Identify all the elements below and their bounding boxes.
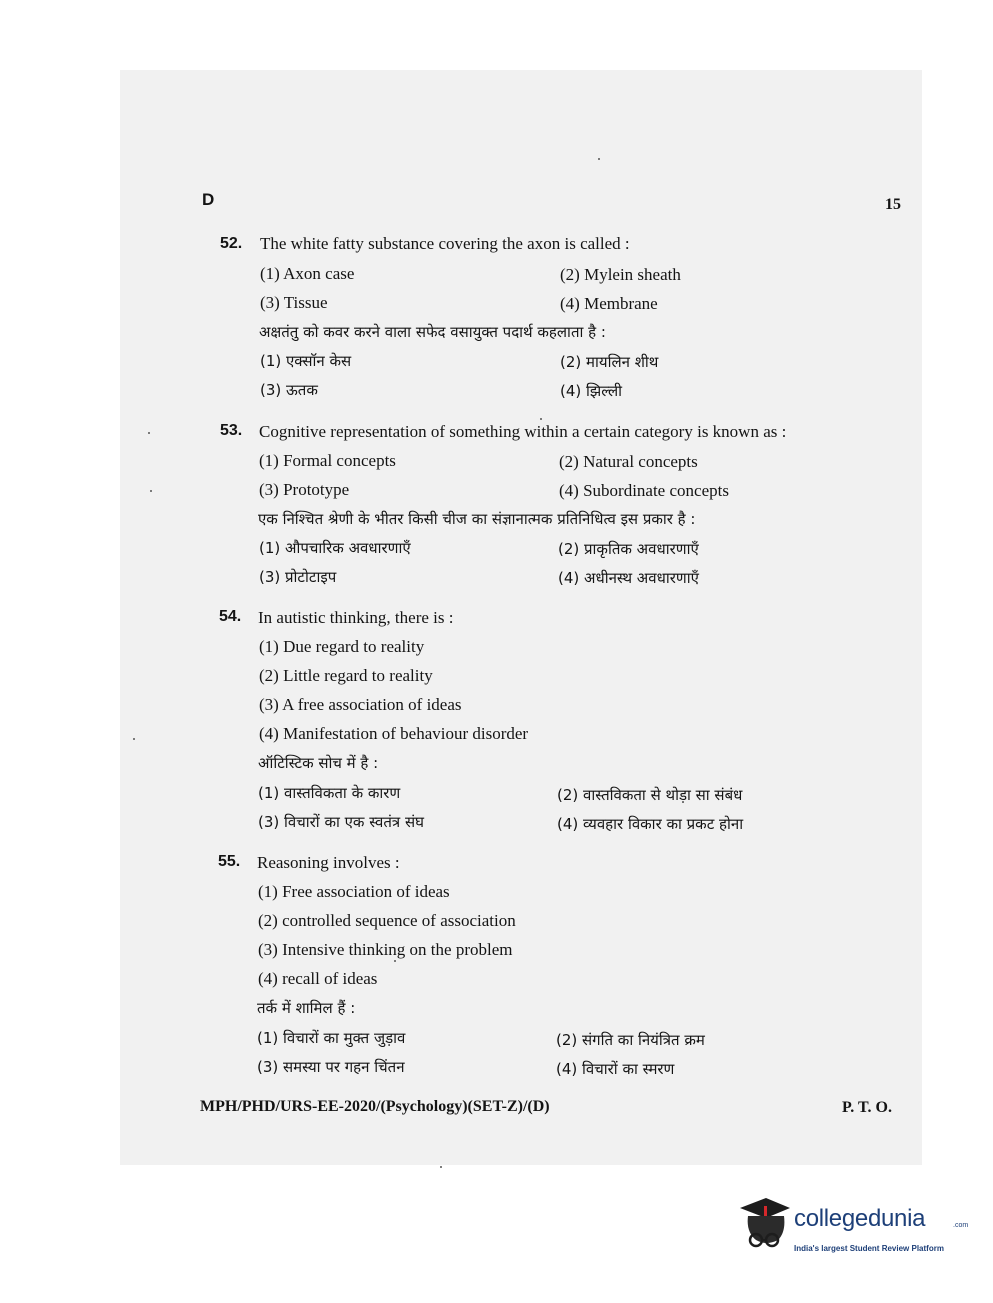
q52-option-4: (4) Membrane <box>560 294 658 313</box>
q55-option-3-hindi: (3) समस्या पर गहन चिंतन <box>257 1058 405 1076</box>
question-53-text: Cognitive representation of something within a certain category is known as : <box>259 422 787 441</box>
q52-option-4-hindi: (4) झिल्ली <box>560 382 623 400</box>
question-53-number: 53. <box>220 422 243 439</box>
collegedunia-brand-suffix: .com <box>953 1222 969 1229</box>
q53-option-2-hindi: (2) प्राकृतिक अवधारणाएँ <box>558 540 699 558</box>
question-55-text: Reasoning involves : <box>257 853 400 872</box>
question-52-text-hindi: अक्षतंतु को कवर करने वाला सफेद वसायुक्त पदार्थ कहलाता है : <box>259 323 606 341</box>
q55-option-2: (2) controlled sequence of association <box>258 911 516 930</box>
q53-option-4-hindi: (4) अधीनस्थ अवधारणाएँ <box>558 569 699 587</box>
scan-speck <box>148 432 150 434</box>
q54-option-2: (2) Little regard to reality <box>259 666 433 685</box>
question-52-number: 52. <box>220 235 243 252</box>
q52-option-3-hindi: (3) ऊतक <box>260 381 318 399</box>
q55-option-4: (4) recall of ideas <box>258 969 378 988</box>
scan-speck <box>150 490 152 492</box>
q54-option-3: (3) A free association of ideas <box>259 695 462 714</box>
question-55-number: 55. <box>218 853 241 870</box>
q52-option-2-hindi: (2) मायलिन शीथ <box>560 353 659 371</box>
q52-option-2: (2) Mylein sheath <box>560 265 681 284</box>
q55-option-2-hindi: (2) संगति का नियंत्रित क्रम <box>556 1031 705 1049</box>
q53-option-3-hindi: (3) प्रोटोटाइप <box>259 568 337 586</box>
q54-option-4: (4) Manifestation of behaviour disorder <box>259 724 529 743</box>
scan-speck <box>540 418 542 420</box>
q54-option-2-hindi: (2) वास्तविकता से थोड़ा सा संबंध <box>557 786 743 804</box>
set-letter: D <box>202 190 215 209</box>
q55-option-1: (1) Free association of ideas <box>258 882 450 901</box>
q54-option-4-hindi: (4) व्यवहार विकार का प्रकट होना <box>557 815 744 833</box>
scan-speck <box>394 960 396 962</box>
question-52-text: The white fatty substance covering the axon is called : <box>260 234 630 253</box>
q52-option-1-hindi: (1) एक्सॉन केस <box>260 352 352 370</box>
q53-option-2: (2) Natural concepts <box>559 452 698 471</box>
scan-speck <box>440 1166 442 1168</box>
q53-option-4: (4) Subordinate concepts <box>559 481 729 500</box>
q54-option-1-hindi: (1) वास्तविकता के कारण <box>258 784 401 802</box>
question-55-text-hindi: तर्क में शामिल हैं : <box>257 999 356 1017</box>
q53-option-3: (3) Prototype <box>259 480 350 499</box>
q53-option-1-hindi: (1) औपचारिक अवधारणाएँ <box>259 539 411 557</box>
scan-speck <box>133 738 135 740</box>
collegedunia-brand: collegedunia <box>794 1205 926 1232</box>
q55-option-3: (3) Intensive thinking on the problem <box>258 940 513 959</box>
question-54-number: 54. <box>219 608 242 625</box>
q54-option-1: (1) Due regard to reality <box>259 637 425 656</box>
question-54-text-hindi: ऑटिस्टिक सोच में है : <box>258 754 379 772</box>
q53-option-1: (1) Formal concepts <box>259 451 396 470</box>
page-number: 15 <box>885 196 901 213</box>
scan-speck <box>598 158 600 160</box>
q54-option-3-hindi: (3) विचारों का एक स्वतंत्र संघ <box>258 813 424 831</box>
q55-option-4-hindi: (4) विचारों का स्मरण <box>556 1060 675 1078</box>
paper-code: MPH/PHD/URS-EE-2020/(Psychology)(SET-Z)/(D) <box>200 1098 550 1115</box>
question-54-text: In autistic thinking, there is : <box>258 608 454 627</box>
pto-label: P. T. O. <box>842 1099 892 1116</box>
q52-option-1: (1) Axon case <box>260 264 355 283</box>
collegedunia-tagline: India's largest Student Review Platform <box>794 1244 944 1253</box>
q55-option-1-hindi: (1) विचारों का मुक्त जुड़ाव <box>257 1029 406 1047</box>
q52-option-3: (3) Tissue <box>260 293 328 312</box>
question-53-text-hindi: एक निश्चित श्रेणी के भीतर किसी चीज का संज्ञानात्मक प्रतिनिधित्व इस प्रकार है : <box>258 510 696 528</box>
